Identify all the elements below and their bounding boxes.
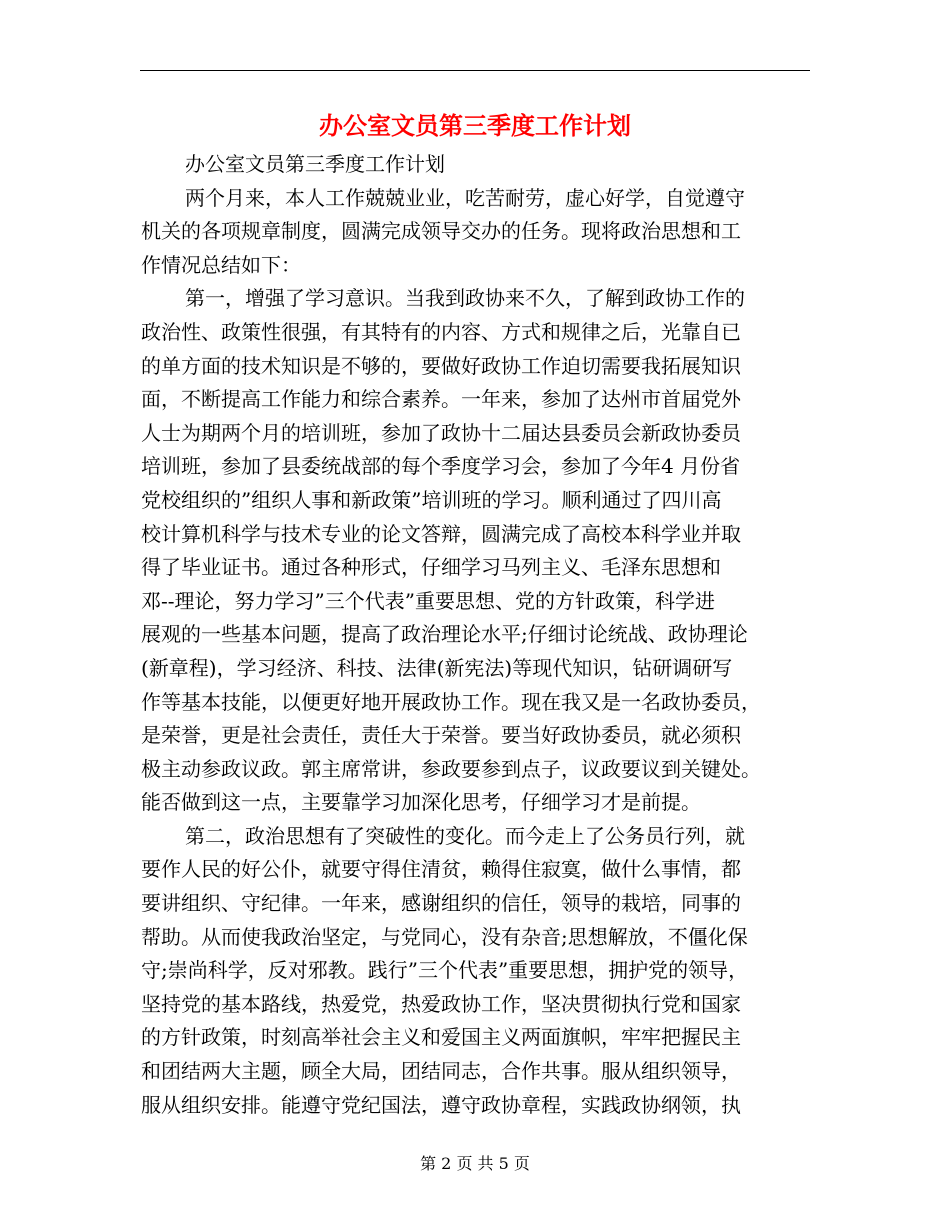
body-line: 第一，增强了学习意识。当我到政协来不久，了解到政协工作的 (185, 286, 745, 311)
body-line: 得了毕业证书。通过各种形式，仔细学习马列主义、毛泽东思想和 (141, 555, 721, 580)
body-line: 第二，政治思想有了突破性的变化。而今走上了公务员行列，就 (185, 823, 745, 848)
body-line: 守;崇尚科学，反对邪教。践行”三个代表”重要思想，拥护党的领导， (141, 958, 749, 983)
body-line: 帮助。从而使我政治坚定，与党同心，没有杂音;思想解放，不僵化保 (141, 924, 748, 949)
body-line: 极主动参政议政。郭主席常讲，参政要参到点子，议政要议到关键处。 (141, 756, 761, 781)
body-line: 培训班，参加了县委统战部的每个季度学习会，参加了今年4 月份省 (141, 454, 741, 479)
body-line: 坚持党的基本路线，热爱党，热爱政协工作，坚决贯彻执行党和国家 (141, 991, 741, 1016)
body-line: 面，不断提高工作能力和综合素养。一年来，参加了达州市首届党外 (141, 387, 741, 412)
body-line: 政治性、政策性很强，有其特有的内容、方式和规律之后，光靠自已 (141, 319, 741, 344)
body-line: 是荣誉，更是社会责任，责任大于荣誉。要当好政协委员，就必须积 (141, 723, 741, 748)
body-line: 和团结两大主题，顾全大局，团结同志，合作共事。服从组织领导， (141, 1059, 741, 1084)
body-line: 机关的各项规章制度，圆满完成领导交办的任务。现将政治思想和工 (141, 219, 741, 244)
body-line: 两个月来，本人工作兢兢业业，吃苦耐劳，虚心好学，自觉遵守 (185, 185, 745, 210)
body-line: 党校组织的”组织人事和新政策”培训班的学习。顺利通过了四川高 (141, 487, 722, 512)
body-line: 人士为期两个月的培训班，参加了政协十二届达县委员会新政协委员 (141, 420, 741, 445)
body-line: (新章程)，学习经济、科技、法律(新宪法)等现代知识，钻研调研写 (141, 655, 733, 680)
body-line: 作等基本技能，以便更好地开展政协工作。现在我又是一名政协委员， (141, 689, 761, 714)
header-rule (140, 70, 810, 71)
body-line: 的方针政策，时刻高举社会主义和爱国主义两面旗帜，牢牢把握民主 (141, 1025, 741, 1050)
body-line: 办公室文员第三季度工作计划 (185, 152, 445, 176)
body-line: 服从组织安排。能遵守党纪国法，遵守政协章程，实践政协纲领，执 (141, 1092, 741, 1117)
body-line: 邓--理论，努力学习”三个代表”重要思想、党的方针政策，科学进 (141, 588, 715, 613)
body-line: 作情况总结如下： (141, 252, 301, 277)
body-line: 的单方面的技术知识是不够的，要做好政协工作迫切需要我拓展知识 (141, 353, 741, 378)
document-body (141, 148, 813, 1122)
body-line: 展观的一些基本问题，提高了政治理论水平;仔细讨论统战、政协理论 (141, 622, 748, 647)
body-line: 校计算机科学与技术专业的论文答辩，圆满完成了高校本科学业并取 (141, 521, 741, 546)
page-number-footer: 第 2 页 共 5 页 (420, 1154, 530, 1173)
body-line: 要作人民的好公仆，就要守得住清贫，赖得住寂寞，做什么事情，都 (141, 857, 741, 882)
document-title: 办公室文员第三季度工作计划 (319, 112, 631, 140)
body-line: 要讲组织、守纪律。一年来，感谢组织的信任，领导的栽培，同事的 (141, 891, 741, 916)
body-line: 能否做到这一点，主要靠学习加深化思考，仔细学习才是前提。 (141, 790, 701, 815)
